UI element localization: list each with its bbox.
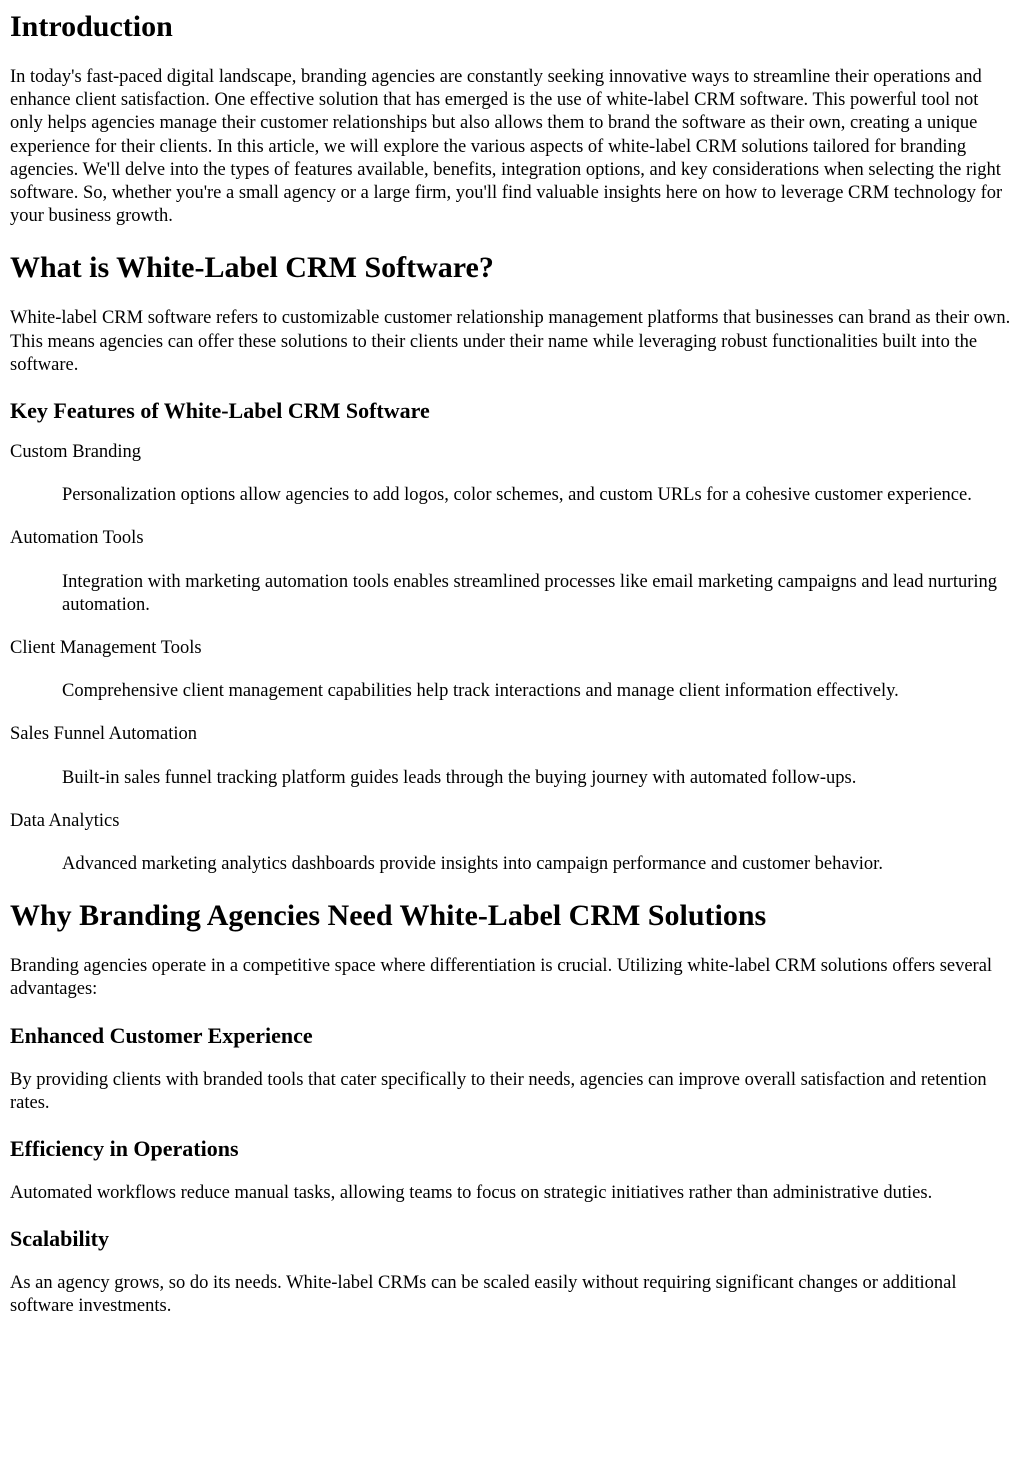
feature-term: Sales Funnel Automation	[10, 724, 198, 745]
subsection-heading: Scalability	[10, 1226, 110, 1252]
features-list	[10, 441, 1014, 876]
what-is-heading: What is White-Label CRM Software?	[10, 251, 494, 285]
feature-description: Integration with marketing automation tools enables streamlined processes like email marketing campaigns and lead nurturing automation.	[62, 571, 998, 615]
feature-term: Custom Branding	[10, 442, 142, 463]
subsection-paragraph: As an agency grows, so do its needs. White-label CRMs can be scaled easily without requiring significant changes or additional software investments.	[10, 1273, 957, 1317]
subsection-paragraph: By providing clients with branded tools that cater specifically to their needs, agencies can improve overall satisfaction and retention rates.	[10, 1069, 987, 1113]
feature-description: Comprehensive client management capabilities help track interactions and manage client information effectively.	[62, 681, 899, 702]
feature-description: Built-in sales funnel tracking platform guides leads through the buying journey with automated follow-ups.	[62, 767, 857, 788]
feature-term: Client Management Tools	[10, 638, 202, 659]
why-need-heading: Why Branding Agencies Need White-Label CRM Solutions	[10, 899, 767, 933]
intro-heading: Introduction	[10, 10, 173, 43]
why-need-paragraph: Branding agencies operate in a competitive space where differentiation is crucial. Utilizing white-label CRM solutions offers several advantages:	[10, 956, 993, 1000]
subsection-heading: Efficiency in Operations	[10, 1136, 239, 1162]
intro-paragraph: In today's fast-paced digital landscape, branding agencies are constantly seeking innovative ways to streamline their operations and enhance client satisfaction. One effective solution that has emerged is the use of white-label CRM software. This powerful tool not only helps agencies manage their customer relationships but also allows them to brand the software as their own, creating a unique experience for their clients. In this article, we will explore the various aspects of white-label CRM solutions tailored for branding agencies. We'll delve into the types of features available, benefits, integration options, and key considerations when selecting the right software. So, whether you're a small agency or a large firm, you'll find valuable insights here on how to leverage CRM technology for your business growth.	[10, 67, 1003, 227]
feature-description: Personalization options allow agencies to add logos, color schemes, and custom URLs for a cohesive customer experience.	[62, 485, 972, 506]
article	[0, 9, 1024, 1319]
feature-description: Advanced marketing analytics dashboards provide insights into campaign performance and customer behavior.	[62, 854, 883, 875]
features-heading: Key Features of White-Label CRM Software	[10, 398, 430, 424]
feature-term: Automation Tools	[10, 528, 144, 549]
what-is-paragraph: White-label CRM software refers to customizable customer relationship management platforms that businesses can brand as their own. This means agencies can offer these solutions to their clients under their name while leveraging robust functionalities built into the software.	[10, 308, 1011, 375]
subsection-heading: Enhanced Customer Experience	[10, 1022, 313, 1048]
subsection-paragraph: Automated workflows reduce manual tasks, allowing teams to focus on strategic initiatives rather than administrative duties.	[10, 1183, 933, 1204]
feature-term: Data Analytics	[10, 810, 120, 831]
